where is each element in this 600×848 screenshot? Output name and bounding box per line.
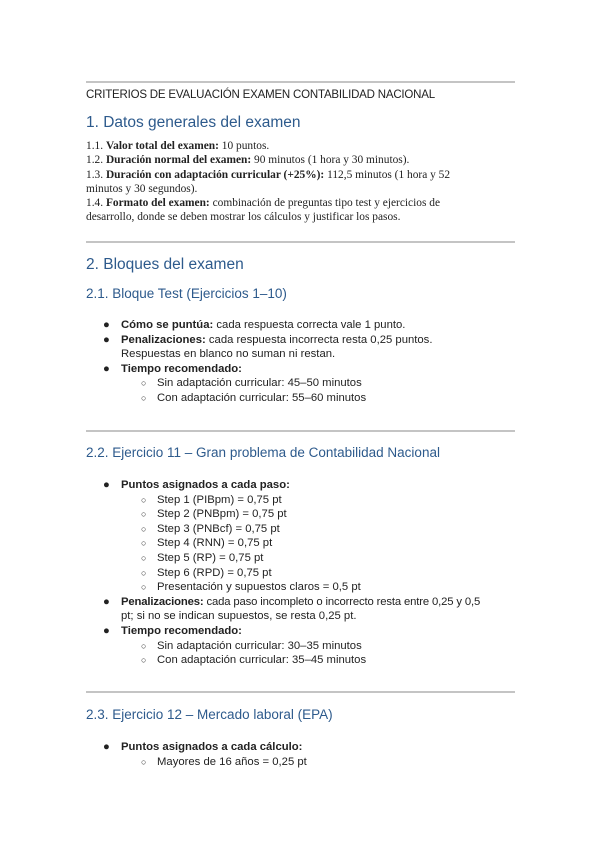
list-item: ○ Step 6 (RPD) = 0,75 pt: [141, 566, 272, 579]
circle-bullet-icon: ○: [141, 523, 147, 534]
test-block-list: [86, 318, 526, 406]
bullet-icon: ●: [103, 595, 110, 608]
subsection-heading: 2.2. Ejercicio 11 – Gran problema de Contabilidad Nacional: [86, 445, 440, 460]
general-item: 1.1. Valor total del examen: 10 puntos.: [86, 140, 270, 152]
circle-bullet-icon: ○: [141, 552, 147, 563]
section-heading: 1. Datos generales del examen: [86, 114, 301, 131]
list-item: ○ Step 4 (RNN) = 0,75 pt: [141, 537, 273, 550]
list-item: ○ Step 3 (PNBcf) = 0,75 pt: [141, 522, 280, 535]
list-item: ● Cómo se puntúa: cada respuesta correcta vale 1 punto.: [103, 319, 406, 331]
general-item: 1.4. Formato del examen: combinación de preguntas tipo test y ejercicios de desarrollo, donde se deben mostrar los cálculos y justificar los pasos.: [86, 197, 441, 224]
list-item: ○ Step 2 (PNBpm) = 0,75 pt: [141, 508, 287, 521]
list-item: ● Tiempo recomendado:: [103, 624, 242, 637]
circle-bullet-icon: ○: [141, 538, 147, 549]
list-item: ● Penalizaciones: cada respuesta incorrecta resta 0,25 puntos. Respuestas en blanco no suman ni restan.: [103, 333, 433, 361]
circle-bullet-icon: ○: [141, 494, 147, 505]
list-item: ○ Mayores de 16 años = 0,25 pt: [141, 755, 307, 768]
bullet-icon: ●: [103, 362, 110, 375]
circle-bullet-icon: ○: [141, 640, 147, 651]
divider: [86, 241, 515, 243]
circle-bullet-icon: ○: [141, 392, 147, 403]
circle-bullet-icon: ○: [141, 582, 147, 593]
circle-bullet-icon: ○: [141, 756, 147, 767]
section-heading: 2. Bloques del examen: [86, 256, 244, 273]
subsection-heading: 2.3. Ejercicio 12 – Mercado laboral (EPA): [86, 707, 333, 722]
list-item: ○ Step 1 (PIBpm) = 0,75 pt: [141, 493, 282, 506]
list-item: ○ Con adaptación curricular: 55–60 minutos: [141, 391, 367, 404]
list-item: ○ Presentación y supuestos claros = 0,5 pt: [141, 581, 361, 594]
list-item: ○ Sin adaptación curricular: 30–35 minutos: [141, 639, 362, 652]
bullet-icon: ●: [103, 319, 110, 331]
bullet-icon: ●: [103, 479, 110, 491]
general-item: 1.3. Duración con adaptación curricular (+25%): 112,5 minutos (1 hora y 52 minutos y 30 segundos).: [86, 168, 451, 195]
circle-bullet-icon: ○: [141, 378, 147, 389]
divider: [86, 691, 515, 693]
list-item: ● Puntos asignados a cada cálculo:: [103, 741, 303, 753]
list-item: ○ Step 5 (RP) = 0,75 pt: [141, 551, 264, 564]
divider: [86, 430, 515, 432]
exercise11-list: [86, 478, 526, 668]
bullet-icon: ●: [103, 624, 110, 637]
bullet-icon: ●: [103, 741, 110, 753]
divider: [86, 81, 515, 83]
document-title: CRITERIOS DE EVALUACIÓN EXAMEN CONTABILIDAD NACIONAL: [86, 89, 435, 101]
list-item: ● Penalizaciones: cada paso incompleto o incorrecto resta entre 0,25 y 0,5 pt; si no se indican supuestos, se resta 0,25 pt.: [103, 595, 481, 623]
bullet-icon: ●: [103, 333, 110, 346]
general-item: 1.2. Duración normal del examen: 90 minutos (1 hora y 30 minutos).: [86, 154, 410, 167]
general-data-paragraph: [86, 139, 486, 225]
exercise12-list: [86, 740, 526, 769]
subsection-heading: 2.1. Bloque Test (Ejercicios 1–10): [86, 286, 287, 301]
circle-bullet-icon: ○: [141, 655, 147, 666]
list-item: ● Tiempo recomendado:: [103, 362, 242, 375]
list-item: ● Puntos asignados a cada paso:: [103, 479, 290, 491]
circle-bullet-icon: ○: [141, 509, 147, 520]
circle-bullet-icon: ○: [141, 567, 147, 578]
list-item: ○ Sin adaptación curricular: 45–50 minutos: [141, 377, 362, 390]
list-item: ○ Con adaptación curricular: 35–45 minutos: [141, 654, 367, 667]
